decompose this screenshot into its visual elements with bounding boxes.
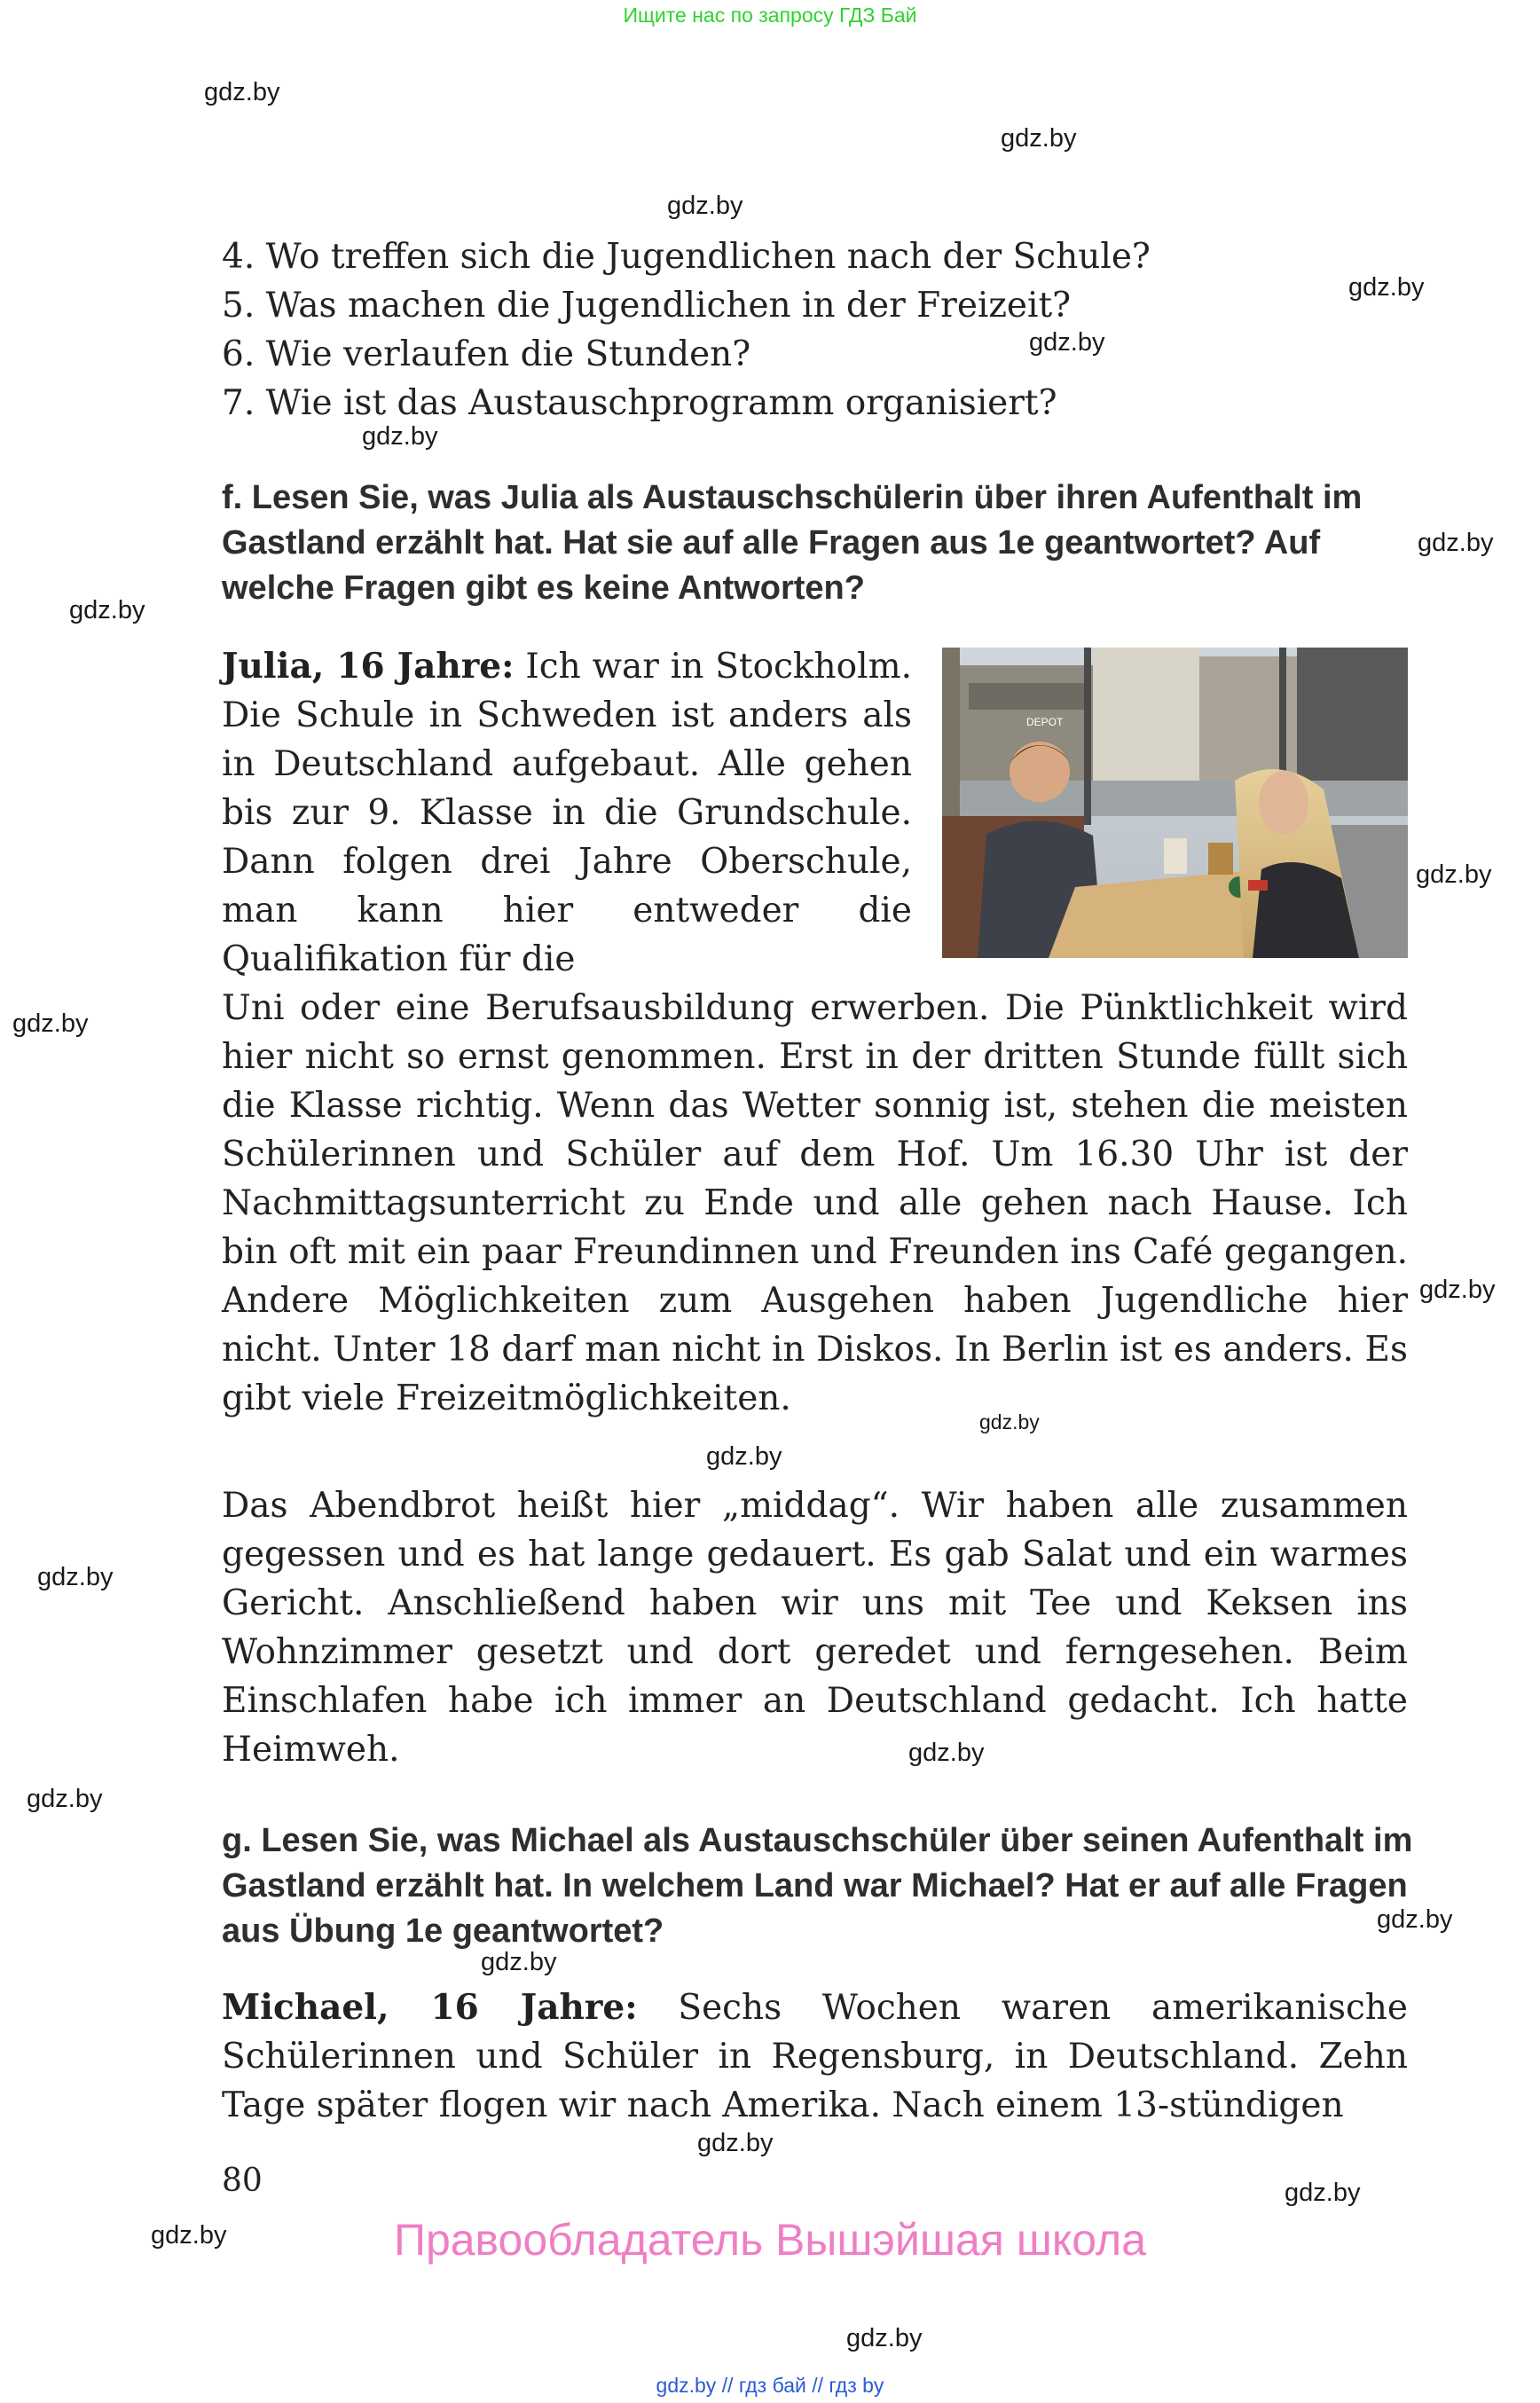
page-number: 80 [222,2163,263,2199]
michael-name: Michael, 16 Jahre: [222,1987,638,2028]
watermark: gdz.by [697,2129,774,2157]
question-item: 7. Wie ist das Austauschprogramm organisiert? [222,383,1057,423]
michael-text [222,1983,1408,2130]
question-item: 5. Was machen die Jugendlichen in der Freizeit? [222,286,1072,326]
julia-text-top [222,642,912,984]
watermark: gdz.by [37,1563,114,1591]
question-item: 4. Wo treffen sich die Jugendlichen nach der Schule? [222,237,1151,277]
julia-text-rest: Uni oder eine Berufsausbildung erwerben. Die Pünktlichkeit wird hier nicht so ernst genommen. Erst in der dritten Stunde füllt sich die Klasse richtig. Wenn das Wetter sonnig ist, stehen die meisten Schülerinnen und Schüler auf dem Hof. Um 16.30 Uhr ist der Nachmittagsunterricht zu Ende und alle gehen nach Hause. Ich bin oft mit ein paar Freundinnen und Freunden ins Café gegangen. Andere Möglichkeiten zum Ausgehen haben Jugendliche hier nicht. Unter 18 darf man nicht in Diskos. In Berlin ist es anders. Es gibt viele Freizeitmöglichkeiten. [222,988,1408,1418]
watermark: gdz.by [1001,124,1077,153]
julia-text-para2: Das Abendbrot heißt hier „middag“. Wir haben alle zusammen gegessen und es hat lange gedauert. Es gab Salat und ein warmes Gericht. Anschließend haben wir uns mit Tee und Keksen ins Wohnzimmer gesetzt und dort geredet und ferngesehen. Beim Einschlafen habe ich immer an Deutschland gedacht. Ich hatte Heimweh. [222,1486,1408,1770]
cafe-photo [942,648,1408,958]
question-list [222,232,1428,428]
watermark: gdz.by [204,78,280,106]
watermark: gdz.by [12,1009,89,1038]
watermark: gdz.by [1348,273,1425,302]
task-g-instruction: g. Lesen Sie, was Michael als Austauschschüler über seinen Aufenthalt im Gastland erzählt hat. In welchem Land war Michael? Hat er auf alle Fragen aus Übung 1e geantwortet? [222,1822,1413,1950]
watermark: gdz.by [1419,1276,1496,1304]
watermark: gdz.by [1029,328,1105,357]
shop-sign: DEPOT [1026,716,1064,728]
watermark: gdz.by [362,422,438,451]
watermark: gdz.by [27,1785,103,1813]
top-banner: Ищите нас по запросу ГДЗ Бай [623,4,917,27]
watermark: gdz.by [1285,2179,1361,2207]
watermark: gdz.by [69,596,145,624]
watermark: gdz.by [481,1948,557,1976]
watermark: gdz.by [706,1442,782,1471]
watermark: gdz.by [151,2221,227,2250]
task-f-instruction: f. Lesen Sie, was Julia als Austauschschülerin über ihren Aufenthalt im Gastland erzählt hat. Hat sie auf alle Fragen aus 1e geantwortet? Auf welche Fragen gibt es keine Antworten? [222,479,1363,607]
watermark: gdz.by [908,1739,985,1767]
julia-text-wrapped: Ich war in Stockholm. Die Schule in Schweden ist anders als in Deutschland aufgebaut. Alle gehen bis zur 9. Klasse in die Grundschule. Dann folgen drei Jahre Oberschule, man kann hier entweder die Qualifikation für die [222,647,912,979]
footer-links[interactable]: gdz.by // гдз бай // гдз by [656,2374,884,2397]
watermark: gdz.by [846,2324,923,2352]
watermark: gdz.by [1418,529,1494,557]
michael-text-body: Sechs Wochen waren amerikanische Schülerinnen und Schüler in Regensburg, in Deutschland. Zehn Tage später flogen wir nach Amerika. Nach einem 13-stündigen [222,1988,1408,2125]
watermark: gdz.by [979,1410,1040,1433]
question-item: 6. Wie verlaufen die Stunden? [222,334,751,374]
watermark: gdz.by [1416,860,1492,889]
rights-holder: Правообладатель Вышэйшая школа [394,2215,1146,2265]
watermark: gdz.by [1377,1905,1453,1934]
julia-name: Julia, 16 Jahre: [222,646,515,687]
watermark: gdz.by [667,192,743,220]
